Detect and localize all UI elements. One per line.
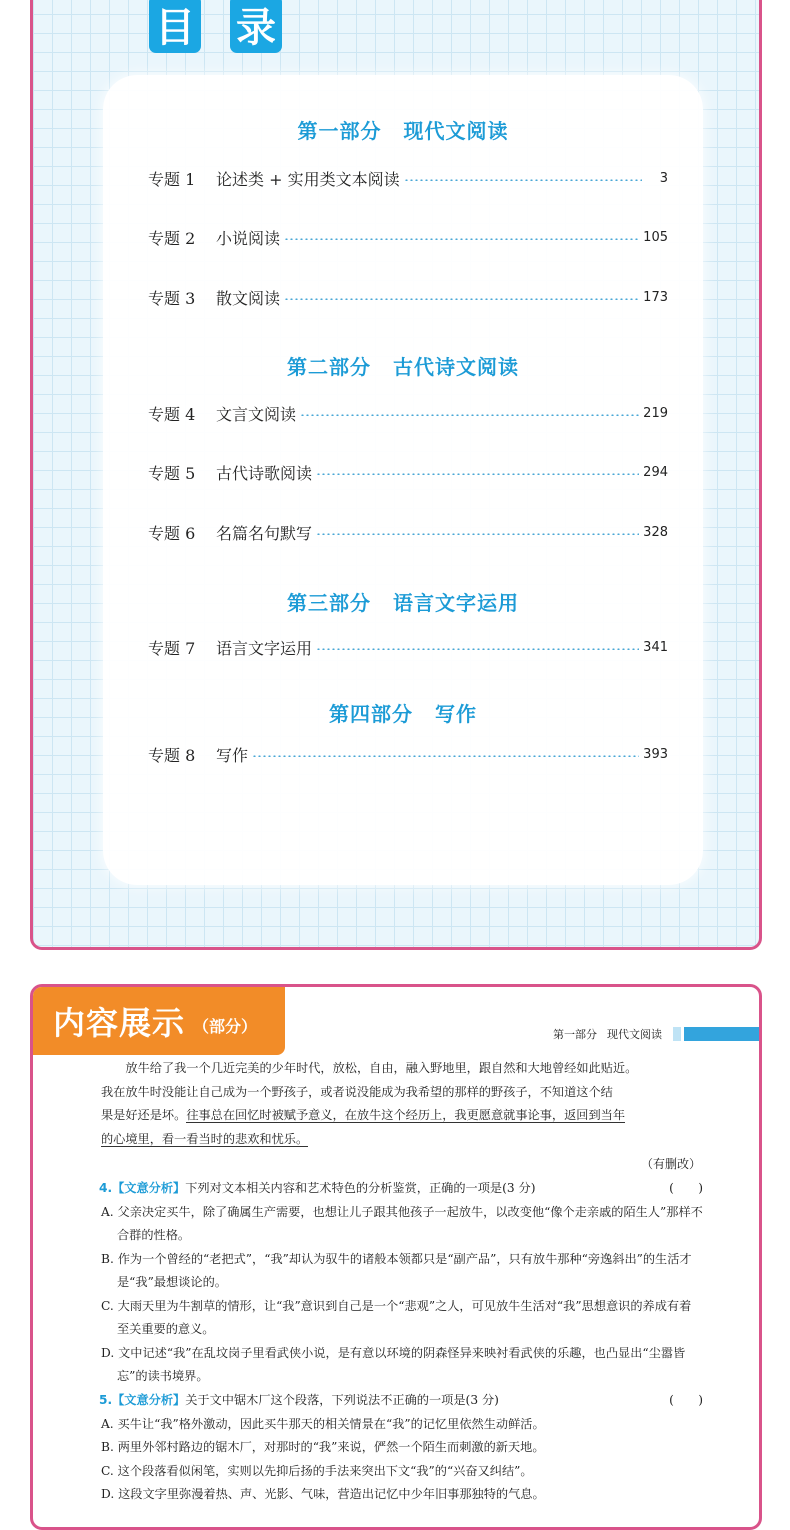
- toc-entry-page: 173: [643, 289, 668, 305]
- question-4: [99, 1177, 703, 1389]
- toc-entry[interactable]: [148, 461, 668, 483]
- toc-entry-label: 专题 7: [148, 638, 196, 658]
- toc-entry-page: 294: [643, 464, 668, 480]
- option-a[interactable]: A. 父亲决定买牛，除了确属生产需要，也想让儿子跟其他孩子一起放牛，以改变他“像个走亲戚的陌生人”那样不合群的性格。: [101, 1204, 703, 1242]
- toc-entry-label: 专题 3: [148, 288, 196, 308]
- toc-entry-label: 专题 8: [148, 745, 196, 765]
- dot-leader: [316, 533, 639, 535]
- toc-entry-name: 散文阅读: [216, 288, 281, 308]
- toc-entry[interactable]: [148, 636, 668, 658]
- content-badge: [33, 987, 285, 1055]
- toc-entry-label: 专题 1: [148, 169, 196, 189]
- passage-line: 放牛给了我一个几近完美的少年时代，放松，自由，融入野地里，跟自然和大地曾经如此贴近。: [125, 1061, 638, 1075]
- toc-entry-label: 专题 6: [148, 523, 196, 543]
- answer-blank[interactable]: ( ): [669, 1393, 703, 1407]
- question-stem: [99, 1177, 703, 1201]
- running-head-bar: [673, 1027, 762, 1041]
- toc-entry-page: 3: [659, 170, 668, 186]
- running-head-part: 第一部分: [553, 1028, 597, 1041]
- option-c[interactable]: C. 大雨天里为牛割草的情形，让“我”意识到自己是一个“悲观”之人，可见放牛生活对“我”思想意识的养成有着至关重要的意义。: [101, 1298, 692, 1336]
- toc-entry-name: 语言文字运用: [216, 638, 313, 658]
- toc-entry[interactable]: [148, 743, 668, 765]
- toc-entry[interactable]: [148, 521, 668, 543]
- toc-entry-name: 小说阅读: [216, 228, 281, 248]
- running-head-title: 现代文阅读: [607, 1028, 662, 1041]
- part-heading-1: [103, 115, 703, 144]
- toc-title-char-1: 目: [149, 0, 201, 53]
- toc-entry-label: 专题 4: [148, 404, 196, 424]
- underlined-text: 的心境里，看一看当时的悲欢和忧乐。: [101, 1131, 309, 1146]
- toc-entry[interactable]: [148, 226, 668, 248]
- part-2-number: 第二部分: [287, 355, 371, 379]
- dot-leader: [316, 648, 639, 650]
- question-number: 4.: [99, 1181, 113, 1195]
- part-1-title: 现代文阅读: [403, 119, 509, 143]
- passage-line: [101, 1104, 701, 1128]
- passage: [101, 1057, 701, 1151]
- dot-leader: [404, 179, 642, 181]
- question-number: 5.: [99, 1393, 113, 1407]
- underlined-text: 往事总在回忆时被赋予意义，在放牛这个经历上，我更愿意就事论事，返回到当年: [186, 1108, 626, 1122]
- toc-entry-name: 古代诗歌阅读: [216, 463, 313, 483]
- part-3-title: 语言文字运用: [393, 591, 519, 615]
- toc-entry-name: 名篇名句默写: [216, 523, 313, 543]
- question-tag: 【文意分析】: [112, 1393, 186, 1407]
- toc-entry-name: 写作: [216, 745, 249, 765]
- option-a[interactable]: A. 买牛让“我”格外激动，因此买牛那天的相关情景在“我”的记忆里依然生动鲜活。: [101, 1416, 545, 1431]
- dot-leader: [300, 414, 639, 416]
- option-b[interactable]: B. 作为一个曾经的“老把式”，“我”却认为驭牛的诸般本领都只是“副产品”，只有放牛那种“旁逸斜出”的生活才是“我”最想谈论的。: [101, 1251, 692, 1289]
- toc-entry-label: 专题 2: [148, 228, 196, 248]
- running-head: [553, 1026, 662, 1042]
- toc-entry-page: 328: [643, 524, 668, 540]
- part-heading-2: [103, 351, 703, 380]
- toc-entry-name: 文言文阅读: [216, 404, 297, 424]
- answer-blank[interactable]: ( ): [669, 1181, 703, 1195]
- toc-card: [103, 75, 703, 885]
- question-text: 下列对文本相关内容和艺术特色的分析鉴赏，正确的一项是(3 分): [185, 1181, 536, 1195]
- toc-entry-page: 105: [643, 229, 668, 245]
- option-b[interactable]: B. 两里外邻村路边的锯木厂，对那时的“我”来说，俨然一个陌生而刺激的新天地。: [101, 1440, 545, 1454]
- dot-leader: [252, 755, 639, 757]
- option-c[interactable]: C. 这个段落看似闲笔，实则以先抑后扬的手法来突出下文“我”的“兴奋又纠结”。: [101, 1463, 533, 1478]
- toc-entry-label: 专题 5: [148, 463, 196, 483]
- badge-subtitle: （部分）: [193, 1016, 258, 1036]
- toc-title-char-2: 录: [230, 0, 282, 53]
- part-1-number: 第一部分: [297, 119, 382, 143]
- badge-title: 内容展示: [53, 1004, 186, 1042]
- part-3-number: 第三部分: [287, 591, 371, 615]
- passage-line: 我在放牛时没能让自己成为一个野孩子，或者说没能成为我希望的那样的野孩子，不知道这个结: [101, 1084, 613, 1099]
- dot-leader: [316, 473, 639, 475]
- content-sample-panel: [30, 984, 762, 1530]
- option-d[interactable]: D. 文中记述“我”在乱坟岗子里看武侠小说，是有意以环境的阴森怪异来映衬看武侠的乐趣，也凸显出“尘嚣皆忘”的读书境界。: [101, 1345, 686, 1383]
- toc-entry[interactable]: [148, 402, 668, 424]
- question-text: 关于文中锯木厂这个段落，下列说法不正确的一项是(3 分): [185, 1393, 499, 1407]
- question-stem: [99, 1389, 703, 1413]
- toc-entry-page: 341: [643, 639, 668, 655]
- question-5: [99, 1389, 703, 1507]
- part-heading-3: [103, 587, 703, 616]
- passage-line: [101, 1128, 701, 1152]
- passage-text: 果是好还是坏。: [101, 1108, 187, 1122]
- toc-entry-page: 219: [643, 405, 668, 421]
- dot-leader: [284, 238, 639, 240]
- part-4-number: 第四部分: [329, 702, 413, 726]
- toc-entry[interactable]: [148, 286, 668, 308]
- toc-entry-page: 393: [643, 746, 668, 762]
- source-note: （有删改）: [640, 1157, 701, 1171]
- toc-entry-name: 论述类 + 实用类文本阅读: [216, 169, 400, 189]
- part-4-title: 写作: [435, 702, 477, 726]
- toc-panel: [30, 0, 762, 950]
- toc-entry[interactable]: [148, 167, 668, 189]
- option-d[interactable]: D. 这段文字里弥漫着热、声、光影、气味，营造出记忆中少年旧事那独特的气息。: [101, 1487, 545, 1501]
- dot-leader: [284, 298, 639, 300]
- part-heading-4: [103, 698, 703, 727]
- question-tag: 【文意分析】: [112, 1181, 186, 1195]
- part-2-title: 古代诗文阅读: [393, 355, 519, 379]
